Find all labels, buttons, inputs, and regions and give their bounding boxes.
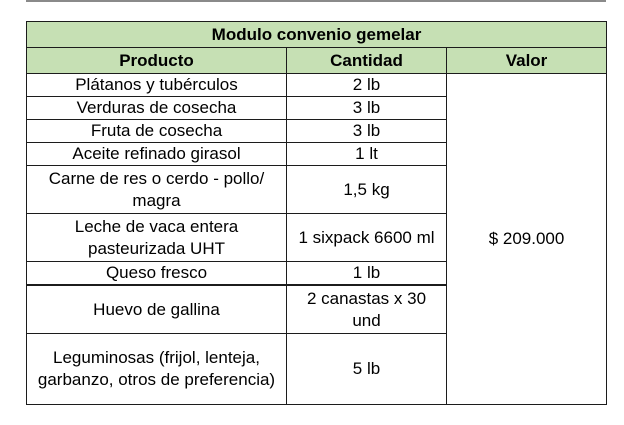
header-value: Valor [447, 48, 607, 74]
quantity-cell: 1 sixpack 6600 ml [287, 214, 447, 262]
product-table-container [26, 21, 607, 405]
product-cell: Verduras de cosecha [27, 97, 287, 120]
total-value-cell: $ 209.000 [447, 74, 607, 405]
product-cell: Leche de vaca entera pasteurizada UHT [27, 214, 287, 262]
header-product: Producto [27, 48, 287, 74]
header-quantity: Cantidad [287, 48, 447, 74]
title-row [27, 22, 607, 48]
quantity-cell: 3 lb [287, 120, 447, 143]
quantity-cell: 1 lb [287, 262, 447, 286]
quantity-cell: 2 canastas x 30 und [287, 285, 447, 334]
quantity-cell: 5 lb [287, 334, 447, 405]
table-title: Modulo convenio gemelar [27, 22, 607, 48]
product-table [26, 21, 607, 405]
quantity-cell: 2 lb [287, 74, 447, 97]
product-cell: Carne de res o cerdo - pollo/ magra [27, 166, 287, 214]
product-cell: Huevo de gallina [27, 285, 287, 334]
top-divider [26, 0, 606, 2]
quantity-cell: 1 lt [287, 143, 447, 166]
quantity-cell: 1,5 kg [287, 166, 447, 214]
product-cell: Leguminosas (frijol, lenteja, garbanzo, otros de preferencia) [27, 334, 287, 405]
product-cell: Queso fresco [27, 262, 287, 286]
product-cell: Plátanos y tubérculos [27, 74, 287, 97]
product-cell: Aceite refinado girasol [27, 143, 287, 166]
table-row [27, 74, 607, 97]
header-row [27, 48, 607, 74]
quantity-cell: 3 lb [287, 97, 447, 120]
product-cell: Fruta de cosecha [27, 120, 287, 143]
